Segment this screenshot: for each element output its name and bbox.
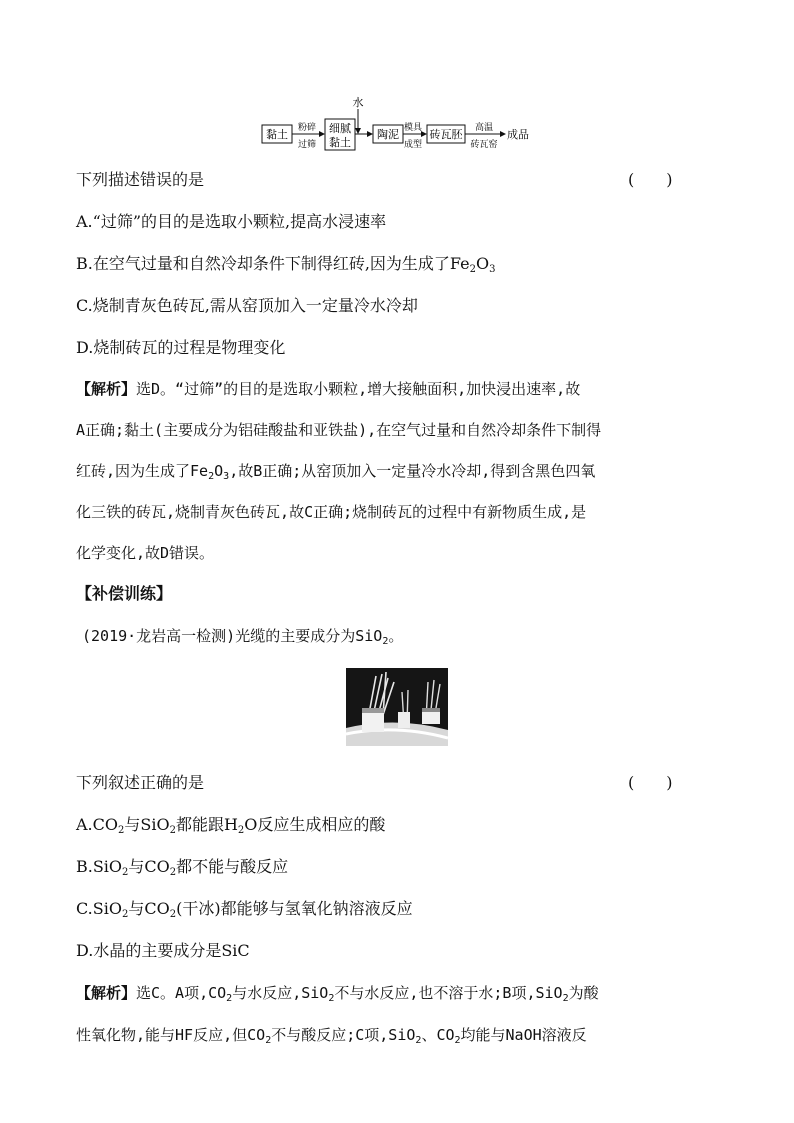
arrow-label-shape: 成型	[403, 140, 423, 150]
q1-stem: 下列描述错误的是	[76, 170, 205, 189]
process-flowchart	[255, 92, 545, 154]
q1-option-b: B.在空气过量和自然冷却条件下制得红砖,因为生成了$Fe_2O_3$	[76, 254, 496, 275]
q2-option-a: $A.CO_2$与SiO$_2$都能跟$H_2O$反应生成相应的酸	[76, 815, 386, 836]
analysis-label: 【解析】	[76, 380, 137, 398]
q1-analysis-line1: 【解析】选D。“过筛”的目的是选取小颗粒,增大接触面积,加快浸出速率,故	[76, 380, 581, 398]
box-mud: 陶泥	[377, 128, 399, 141]
q1-analysis-line5: 化学变化,故D错误。	[76, 544, 215, 562]
arrow-label-sieve: 过筛	[297, 140, 317, 150]
q1-analysis-line4: 化三铁的砖瓦,烧制青灰色砖瓦,故C正确;烧制砖瓦的过程中有新物质生成,是	[76, 503, 587, 521]
optical-cable-photo	[346, 668, 448, 746]
box-fine-line1: 细腻	[329, 122, 351, 135]
arrow-label-crush: 粉碎	[297, 123, 317, 133]
q2-bracket: ( )	[628, 773, 673, 792]
q2-analysis-line1: 【解析】选C。A项$,CO_2$与水反应,SiO$_2$不与水反应,也不溶于水;B项,SiO$_2$为酸	[76, 984, 599, 1004]
q1-analysis-line2: A正确;黏土(主要成分为铝硅酸盐和亚铁盐),在空气过量和自然冷却条件下制得	[76, 421, 602, 439]
analysis-label: 【解析】	[76, 984, 137, 1002]
bc-title: 【补偿训练】	[76, 584, 173, 603]
arrow-label-hightemp: 高温	[474, 123, 494, 133]
q2-stem: 下列叙述正确的是	[76, 773, 205, 792]
q1-option-c: C.烧制青灰色砖瓦,需从窑顶加入一定量冷水冷却	[76, 296, 418, 315]
box-fine-line2: 黏土	[329, 136, 351, 149]
q1-analysis-line3: 红砖,因为生成了$Fe_2O_3$,故B正确;从窑顶加入一定量冷水冷却,得到含黑色四氧	[76, 462, 596, 482]
box-clay: 黏土	[266, 128, 288, 141]
label-product: 成品	[507, 128, 529, 141]
q2-option-d: D.水晶的主要成分是SiC	[76, 941, 250, 960]
bc-intro: (2019·龙岩高一检测)光缆的主要成分为SiO$_2$。	[82, 627, 404, 647]
q1-option-a: A.“过筛”的目的是选取小颗粒,提高水浸速率	[76, 212, 387, 231]
water-label: 水	[352, 96, 364, 109]
q1-option-d: D.烧制砖瓦的过程是物理变化	[76, 338, 286, 357]
box-blank: 砖瓦胚	[429, 128, 463, 141]
arrow-label-mold: 模具	[403, 123, 423, 133]
q2-analysis-line2: 性氧化物,能与HF反应,但$CO_2$不与酸反应;C项,SiO$_2$、$CO_2$均能与NaOH溶液反	[76, 1026, 587, 1046]
q2-option-b: B.SiO$_2$与$CO_2$都不能与酸反应	[76, 857, 289, 878]
arrow-label-kiln: 砖瓦窑	[470, 140, 498, 150]
q1-bracket: ( )	[628, 170, 673, 189]
q2-option-c: C.SiO$_2$与$CO_2$(干冰)都能够与氢氧化钠溶液反应	[76, 899, 413, 920]
